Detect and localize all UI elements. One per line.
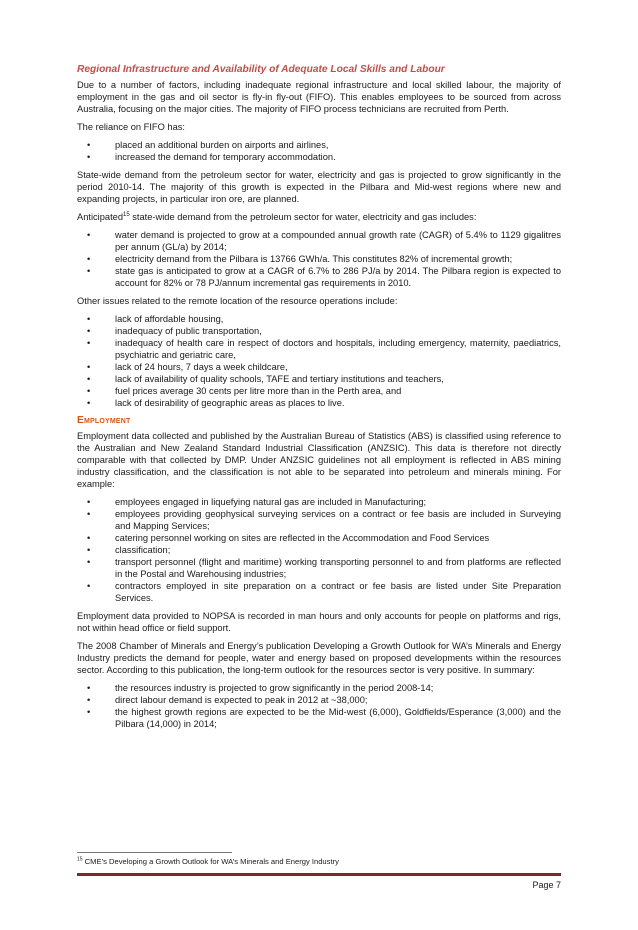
footer-divider <box>77 873 561 876</box>
list-item: • lack of affordable housing, <box>87 314 224 324</box>
list-item: • electricity demand from the Pilbara is 13766 GWh/a. This constitutes 82% of incremental growth; <box>87 254 513 264</box>
footnote: $^{15}$ CME’s Developing a Growth Outlook for WA’s Minerals and Energy Industry <box>77 856 339 866</box>
bullet-icon: • <box>87 545 91 555</box>
bullet-icon: • <box>87 254 91 264</box>
list-item: • contractors employed in site preparation on a contract or fee basis are listed under Site Preparation Services. <box>87 581 561 603</box>
paragraph-statewide: State-wide demand from the petroleum sector for water, electricity and gas is projected to grow significantly in the period 2010-14. The majority of this growth is expected in the Pilbara and Mid-west regions where new and expanding projects, in particular iron ore, are planned. <box>77 170 561 204</box>
summary-bullet-list <box>77 682 561 730</box>
list-item: • water demand is projected to grow at a compounded annual growth rate (CAGR) of 5.4% to 1129 gigalitres per annum (GL/a) by 2014; <box>87 230 561 252</box>
bullet-icon: • <box>87 374 91 384</box>
paragraph-other-issues: Other issues related to the remote location of the resource operations include: <box>77 296 398 306</box>
list-item: • state gas is anticipated to grow at a CAGR of 6.7% to 286 PJ/a by 2014. The Pilbara region is expected to account for 82% or 78 PJ/annum incremental gas requirements in 2010. <box>87 266 561 288</box>
bullet-icon: • <box>87 326 91 336</box>
bullet-icon: • <box>87 338 91 348</box>
paragraph-chamber: The 2008 Chamber of Minerals and Energy’s publication Developing a Growth Outlook for WA’s Minerals and Energy Industry predicts the demand for people, water and energy based on proposed developments within the resources sector. According to this publication, the long-term outlook for the resources sector is very positive. In summary: <box>77 641 561 675</box>
list-item: • the resources industry is projected to grow significantly in the period 2008-14; <box>87 683 434 693</box>
list-item: • transport personnel (flight and maritime) working transporting personnel to and from platforms are reflected in the Postal and Warehousing industries; <box>87 557 561 579</box>
list-item: • inadequacy of health care in respect of doctors and hospitals, including emergency, maternity, paediatrics, psychiatric and geriatric care, <box>87 338 561 360</box>
paragraph-anticipated: Anticipated$^{15}$ state-wide demand from the petroleum sector for water, electricity and gas includes: <box>77 211 477 222</box>
bullet-icon: • <box>87 230 91 240</box>
list-item: • employees providing geophysical surveying services on a contract or fee basis are included in Surveying and Mapping Services; <box>87 509 561 531</box>
bullet-icon: • <box>87 533 91 543</box>
paragraph-fifo: Due to a number of factors, including inadequate regional infrastructure and local skilled labour, the majority of employment in the gas and oil sector is fly-in fly-out (FIFO). This enables employees to be sourced from across Australia, focusing on the major cities. The majority of FIFO process technicians are recruited from Perth. <box>77 80 561 114</box>
bullet-icon: • <box>87 140 91 150</box>
list-item: • classification; <box>87 545 171 555</box>
bullet-icon: • <box>87 557 91 567</box>
page-number: Page 7 <box>532 880 561 890</box>
list-item: • the highest growth regions are expected to be the Mid-west (6,000), Goldfields/Esperance (3,000) and the Pilbara (14,000) in 2014; <box>87 707 561 729</box>
bullet-icon: • <box>87 398 91 408</box>
footnote-divider <box>77 852 232 853</box>
issues-bullet-list <box>77 313 561 409</box>
page-body <box>77 64 561 736</box>
list-item: • fuel prices average 30 cents per litre more than in the Perth area, and <box>87 386 402 396</box>
list-item: • placed an additional burden on airports and airlines, <box>87 140 329 150</box>
list-item: • employees engaged in liquefying natural gas are included in Manufacturing; <box>87 497 427 507</box>
footnote-ref: 15 <box>123 211 130 218</box>
example-bullet-list <box>77 496 561 604</box>
footnote-number: 15 <box>77 856 83 863</box>
list-item: • catering personnel working on sites are reflected in the Accommodation and Food Services <box>87 533 490 543</box>
bullet-icon: • <box>87 362 91 372</box>
paragraph-nopsa: Employment data provided to NOPSA is recorded in man hours and only accounts for people on platforms and rigs, not within head office or field support. <box>77 611 561 633</box>
bullet-icon: • <box>87 386 91 396</box>
list-item: • lack of 24 hours, 7 days a week childcare, <box>87 362 288 372</box>
bullet-icon: • <box>87 497 91 507</box>
bullet-icon: • <box>87 683 91 693</box>
bullet-icon: • <box>87 509 91 519</box>
list-item: • lack of desirability of geographic areas as places to live. <box>87 398 345 408</box>
bullet-icon: • <box>87 266 91 276</box>
list-item: • lack of availability of quality schools, TAFE and tertiary institutions and teachers, <box>87 374 444 384</box>
list-item: • increased the demand for temporary accommodation. <box>87 152 336 162</box>
bullet-icon: • <box>87 695 91 705</box>
bullet-icon: • <box>87 152 91 162</box>
bullet-icon: • <box>87 314 91 324</box>
section-title: Regional Infrastructure and Availability of Adequate Local Skills and Labour <box>77 64 445 75</box>
list-item: • inadequacy of public transportation, <box>87 326 262 336</box>
bullet-icon: • <box>87 707 91 717</box>
list-item: • direct labour demand is expected to peak in 2012 at ~38,000; <box>87 695 368 705</box>
paragraph-abs: Employment data collected and published by the Australian Bureau of Statistics (ABS) is classified using reference to the Australian and New Zealand Standard Industrial Classification (ANZSIC). This data is therefore not directly comparable with that collected by DMP. Under ANZSIC guidelines not all employment is reflected in ABS mining industry classification, and the classification is not able to be separated into petroleum and minerals mining. For example: <box>77 431 561 489</box>
demand-bullet-list <box>77 229 561 289</box>
employment-heading: Employment <box>77 415 131 426</box>
bullet-icon: • <box>87 581 91 591</box>
fifo-bullet-list <box>77 139 561 163</box>
paragraph-reliance: The reliance on FIFO has: <box>77 122 185 132</box>
